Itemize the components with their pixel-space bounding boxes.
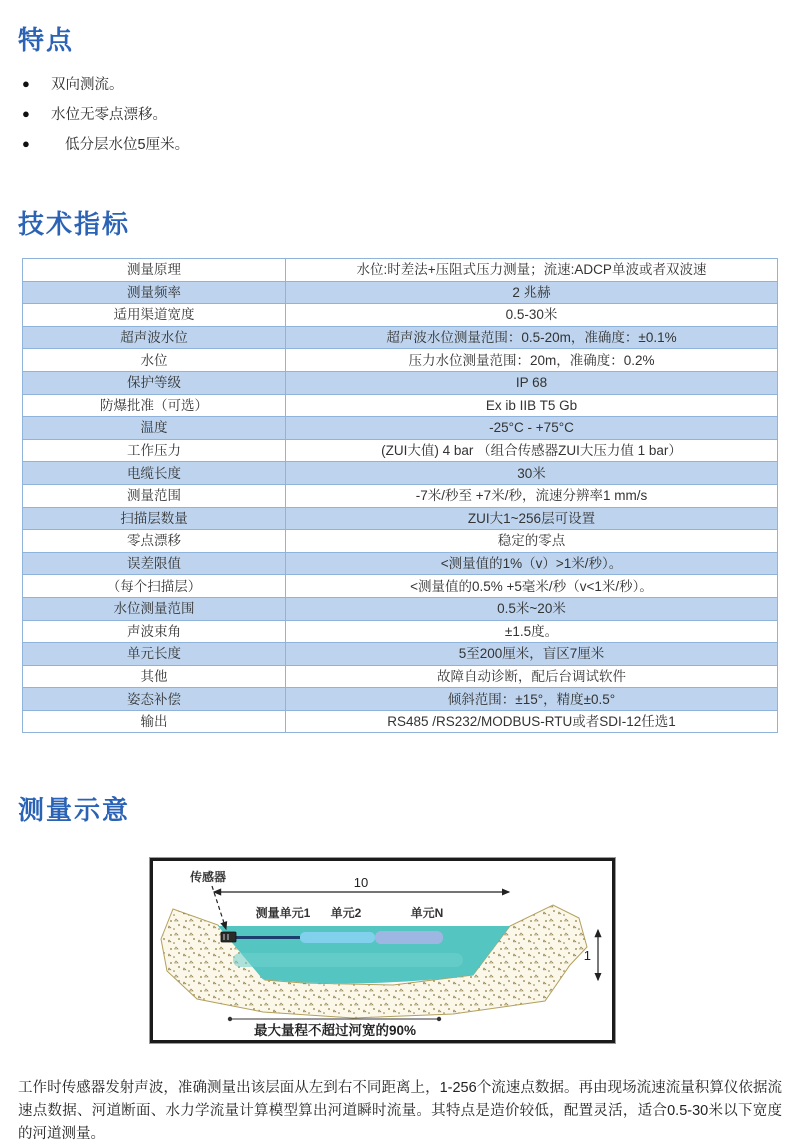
spec-row [23, 688, 778, 711]
spec-label: 温度 [23, 417, 286, 440]
schematic-heading: 测量示意 [18, 795, 131, 826]
feature-item [22, 103, 800, 124]
unit2-label: 单元2 [330, 906, 362, 921]
spec-label: 电缆长度 [23, 462, 286, 485]
spec-row [23, 507, 778, 530]
spec-value: 压力水位测量范围：20m，准确度：0.2% [286, 349, 778, 372]
spec-row [23, 281, 778, 304]
spec-label: 测量原理 [23, 259, 286, 282]
spec-value: ±1.5度。 [286, 620, 778, 643]
range-note-label: 最大量程不超过河宽的90% [253, 1023, 417, 1039]
range-dim-end-dot [228, 1017, 232, 1021]
range-dim-end-dot [437, 1017, 441, 1021]
spec-row [23, 439, 778, 462]
spec-value: 5至200厘米，盲区7厘米 [286, 643, 778, 666]
spec-label: 其他 [23, 665, 286, 688]
depth-dimension-value: 1 [583, 948, 591, 964]
spec-value: -7米/秒至 +7米/秒，流速分辨率1 mm/s [286, 484, 778, 507]
spec-row [23, 552, 778, 575]
features-list [22, 73, 800, 154]
spec-label: 超声波水位 [23, 326, 286, 349]
river-cross-section-diagram [153, 861, 612, 1040]
spec-row [23, 575, 778, 598]
feature-text: 双向测流。 [51, 77, 124, 93]
spec-row [23, 394, 778, 417]
spec-row [23, 710, 778, 733]
spec-label: 零点漂移 [23, 530, 286, 553]
working-principle-description: 工作时传感器发射声波，准确测量出该层面从左到右不同距离上，1-256个流速点数据。再由现场流速流量积算仪依据流速点数据、河道断面、水力学流量计算模型算出河道瞬时流量。其特点是造价较低，配置灵活，适合0.5-30米以下宽度的河道测量。 [18, 1080, 782, 1143]
spec-value: 超声波水位测量范围：0.5-20m，准确度：±0.1% [286, 326, 778, 349]
spec-row [23, 597, 778, 620]
spec-label: 工作压力 [23, 439, 286, 462]
sensor-label: 传感器 [189, 870, 227, 885]
spec-row [23, 643, 778, 666]
spec-label: 防爆批准（可选） [23, 394, 286, 417]
spec-row [23, 620, 778, 643]
spec-value: ZUI大1~256层可设置 [286, 507, 778, 530]
beam-mid-segment [300, 932, 375, 943]
spec-row [23, 349, 778, 372]
spec-label: 姿态补偿 [23, 688, 286, 711]
spec-value: 故障自动诊断，配后台调试软件 [286, 665, 778, 688]
spec-row [23, 484, 778, 507]
spec-row [23, 530, 778, 553]
spec-label: 适用渠道宽度 [23, 304, 286, 327]
spec-row [23, 371, 778, 394]
spec-row [23, 665, 778, 688]
specs-table [22, 258, 778, 733]
spec-row [23, 304, 778, 327]
spec-label: 水位 [23, 349, 286, 372]
feature-item [22, 133, 800, 154]
bullet-icon: ● [22, 136, 30, 151]
feature-item [22, 73, 800, 94]
unitN-label: 单元N [410, 906, 444, 921]
bullet-icon: ● [22, 106, 30, 121]
specs-heading: 技术指标 [18, 209, 131, 239]
beam-far-segment [375, 931, 443, 944]
spec-label: 保护等级 [23, 371, 286, 394]
spec-label: 扫描层数量 [23, 507, 286, 530]
bullet-icon: ● [22, 76, 30, 91]
measurement-diagram [150, 858, 615, 1043]
spec-value: <测量值的1%（v）>1米/秒）。 [286, 552, 778, 575]
spec-value: 水位:时差法+压阻式压力测量；流速:ADCP单波或者双波速 [286, 259, 778, 282]
features-heading: 特点 [18, 25, 75, 55]
spec-value: 稳定的零点 [286, 530, 778, 553]
spec-label: 测量范围 [23, 484, 286, 507]
unit1-label: 测量单元1 [255, 906, 311, 921]
feature-text: 水位无零点漂移。 [51, 107, 167, 123]
spec-row [23, 462, 778, 485]
width-dimension-value: 10 [353, 875, 369, 891]
spec-value: 倾斜范围：±15°，精度±0.5° [286, 688, 778, 711]
spec-value: -25°C - +75°C [286, 417, 778, 440]
spec-label: （每个扫描层） [23, 575, 286, 598]
spec-label: 单元长度 [23, 643, 286, 666]
spec-label: 水位测量范围 [23, 597, 286, 620]
spec-label: 测量频率 [23, 281, 286, 304]
spec-value: IP 68 [286, 371, 778, 394]
spec-value: 0.5-30米 [286, 304, 778, 327]
spec-value: 0.5米~20米 [286, 597, 778, 620]
feature-text: 低分层水位5厘米。 [65, 137, 190, 153]
spec-value: Ex ib IIB T5 Gb [286, 394, 778, 417]
spec-row [23, 326, 778, 349]
spec-label: 声波束角 [23, 620, 286, 643]
spec-value: RS485 /RS232/MODBUS-RTU或者SDI-12任选1 [286, 710, 778, 733]
spec-value: <测量值的0.5% +5毫米/秒（v<1米/秒）。 [286, 575, 778, 598]
water-highlight [233, 953, 463, 967]
spec-value: (ZUI大值) 4 bar （组合传感器ZUI大压力值 1 bar） [286, 439, 778, 462]
spec-label: 误差限值 [23, 552, 286, 575]
spec-label: 输出 [23, 710, 286, 733]
spec-value: 2 兆赫 [286, 281, 778, 304]
spec-row [23, 259, 778, 282]
spec-row [23, 417, 778, 440]
spec-value: 30米 [286, 462, 778, 485]
